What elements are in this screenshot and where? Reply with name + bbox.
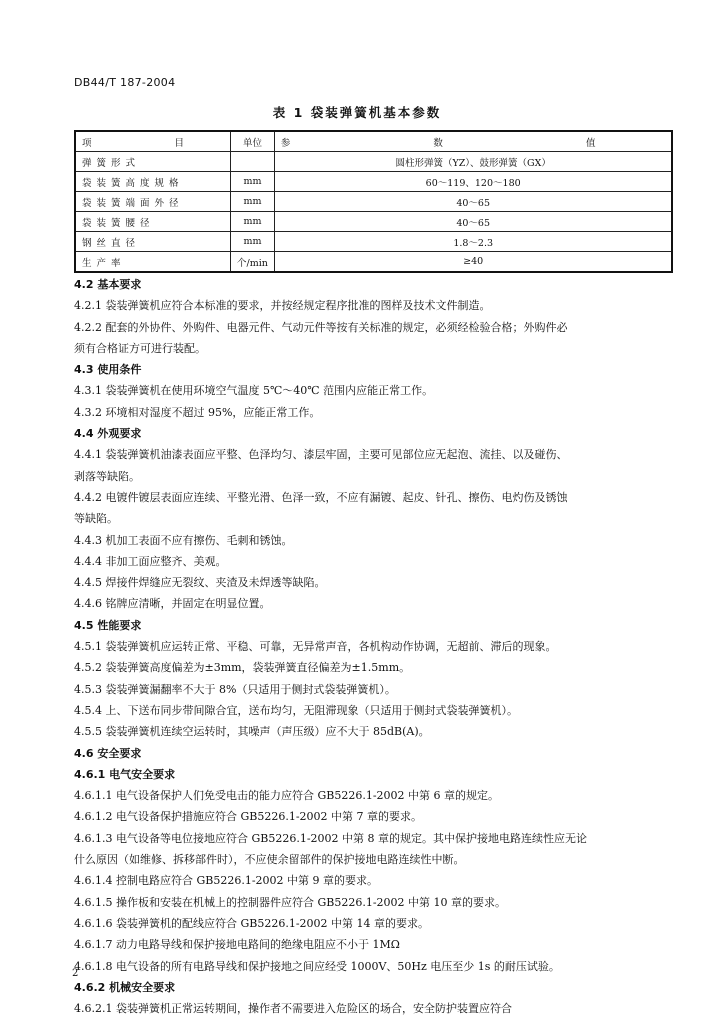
section-heading: 4.3 使用条件 — [74, 363, 142, 377]
paragraph-line: 4.6.1.1 电气设备保护人们免受电击的能力应符合 GB5226.1-2002 中第 6 章的规定。 — [74, 789, 500, 803]
row-item: 钢丝直径 — [75, 232, 231, 252]
paragraph-line: 4.6.1.3 电气设备等电位接地应符合 GB5226.1-2002 中第 8 章的规定。其中保护接地电路连续性应无论 — [74, 831, 588, 845]
paragraph-line: 4.4.5 焊接件焊缝应无裂纹、夹渣及未焊透等缺陷。 — [74, 576, 326, 590]
row-item: 袋装簧端面外径 — [75, 192, 231, 212]
section-heading: 4.6.2 机械安全要求 — [74, 980, 176, 994]
table-row — [75, 232, 672, 252]
paragraph-line: 剥落等缺陷。 — [74, 469, 140, 483]
row-value: ≥40 — [274, 252, 672, 273]
section-heading: 4.4 外观要求 — [74, 427, 142, 441]
section-heading: 4.2 基本要求 — [74, 278, 142, 291]
paragraph-line: 4.5.3 袋装弹簧漏翻率不大于 8%（只适用于侧封式袋装弹簧机）。 — [74, 682, 396, 696]
header-unit: 单位 — [231, 131, 275, 152]
paragraph-line: 4.6.1.7 动力电路导线和保护接地电路间的绝缘电阻应不小于 1MΩ — [74, 938, 400, 952]
document-code: DB44/T 187-2004 — [74, 76, 176, 89]
section-heading: 4.5 性能要求 — [74, 618, 142, 632]
paragraph-line: 4.5.1 袋装弹簧机应运转正常、平稳、可靠，无异常声音，各机构动作协调，无超前、滞后的现象。 — [74, 640, 557, 654]
table-row — [75, 152, 672, 172]
header-value: 参 数 值 — [274, 131, 672, 152]
paragraph-line: 4.6.1.4 控制电路应符合 GB5226.1-2002 中第 9 章的要求。 — [74, 874, 379, 888]
header-item: 项 目 — [75, 131, 231, 152]
row-unit: mm — [231, 172, 275, 192]
table-row — [75, 212, 672, 232]
page-number: 2 — [72, 968, 79, 979]
row-value: 40～65 — [274, 212, 672, 232]
paragraph-line: 等缺陷。 — [74, 512, 118, 526]
paragraph-line: 4.3.2 环境相对湿度不超过 95%，应能正常工作。 — [74, 405, 321, 419]
paragraph-line: 4.4.3 机加工表面不应有擦伤、毛刺和锈蚀。 — [74, 533, 293, 547]
paragraph-line: 须有合格证方可进行装配。 — [74, 341, 206, 355]
row-unit — [231, 152, 275, 172]
paragraph-line: 4.4.4 非加工面应整齐、美观。 — [74, 554, 227, 568]
parameter-table — [74, 130, 673, 273]
row-unit: mm — [231, 232, 275, 252]
row-unit: mm — [231, 192, 275, 212]
paragraph-line: 4.5.5 袋装弹簧机连续空运转时，其噪声（声压级）应不大于 85dB(A)。 — [74, 725, 430, 739]
paragraph-line: 4.4.2 电镀件镀层表面应连续、平整光滑、色泽一致，不应有漏镀、起皮、针孔、擦伤、电灼伤及锈蚀 — [74, 490, 568, 504]
paragraph-line: 4.5.4 上、下送布同步带间隙合宜，送布均匀，无阻滞现象（只适用于侧封式袋装弹簧机）。 — [74, 703, 518, 717]
row-value: 圆柱形弹簧（YZ）、鼓形弹簧（GX） — [274, 152, 672, 172]
paragraph-line: 4.4.6 铭牌应清晰，并固定在明显位置。 — [74, 597, 271, 611]
paragraph-line: 4.5.2 袋装弹簧高度偏差为±3mm，袋装弹簧直径偏差为±1.5mm。 — [74, 661, 411, 675]
body-text — [74, 274, 658, 1019]
table-row — [75, 172, 672, 192]
paragraph-line: 4.4.1 袋装弹簧机油漆表面应平整、色泽均匀、漆层牢固，主要可见部位应无起泡、流挂、以及碰伤、 — [74, 448, 568, 462]
row-value: 40～65 — [274, 192, 672, 212]
row-unit: 个/min — [231, 252, 275, 273]
row-item: 袋装簧高度规格 — [75, 172, 231, 192]
paragraph-line: 4.3.1 袋装弹簧机在使用环境空气温度 5℃～40℃ 范围内应能正常工作。 — [74, 384, 434, 398]
table-header-row — [75, 131, 672, 152]
paragraph-line: 4.6.1.6 袋装弹簧机的配线应符合 GB5226.1-2002 中第 14 章的要求。 — [74, 916, 430, 930]
row-value: 60～119、120～180 — [274, 172, 672, 192]
paragraph-line: 4.2.2 配套的外协件、外购件、电器元件、气动元件等按有关标准的规定，必须经检验合格；外购件必 — [74, 320, 568, 334]
row-value: 1.8～2.3 — [274, 232, 672, 252]
paragraph-line: 4.6.1.8 电气设备的所有电路导线和保护接地之间应经受 1000V、50Hz 电压至少 1s 的耐压试验。 — [74, 959, 560, 973]
table-row — [75, 252, 672, 273]
row-item: 袋装簧腰径 — [75, 212, 231, 232]
table-title: 表 1 袋装弹簧机基本参数 — [272, 105, 442, 120]
paragraph-line: 什么原因（如维修、拆移部件时），不应使余留部件的保护接地电路连续性中断。 — [74, 853, 465, 867]
paragraph-line: 4.2.1 袋装弹簧机应符合本标准的要求，并按经规定程序批准的图样及技术文件制造。 — [74, 299, 491, 313]
row-unit: mm — [231, 212, 275, 232]
row-item: 生产率 — [75, 252, 231, 273]
table-row — [75, 192, 672, 212]
section-heading: 4.6.1 电气安全要求 — [74, 767, 176, 781]
paragraph-line: 4.6.2.1 袋装弹簧机正常运转期间，操作者不需要进入危险区的场合，安全防护装置应符合 — [74, 1002, 512, 1016]
section-heading: 4.6 安全要求 — [74, 746, 142, 760]
row-item: 弹簧形式 — [75, 152, 231, 172]
paragraph-line: 4.6.1.5 操作板和安装在机械上的控制器件应符合 GB5226.1-2002 中第 10 章的要求。 — [74, 895, 507, 909]
paragraph-line: 4.6.1.2 电气设备保护措施应符合 GB5226.1-2002 中第 7 章的要求。 — [74, 810, 423, 824]
